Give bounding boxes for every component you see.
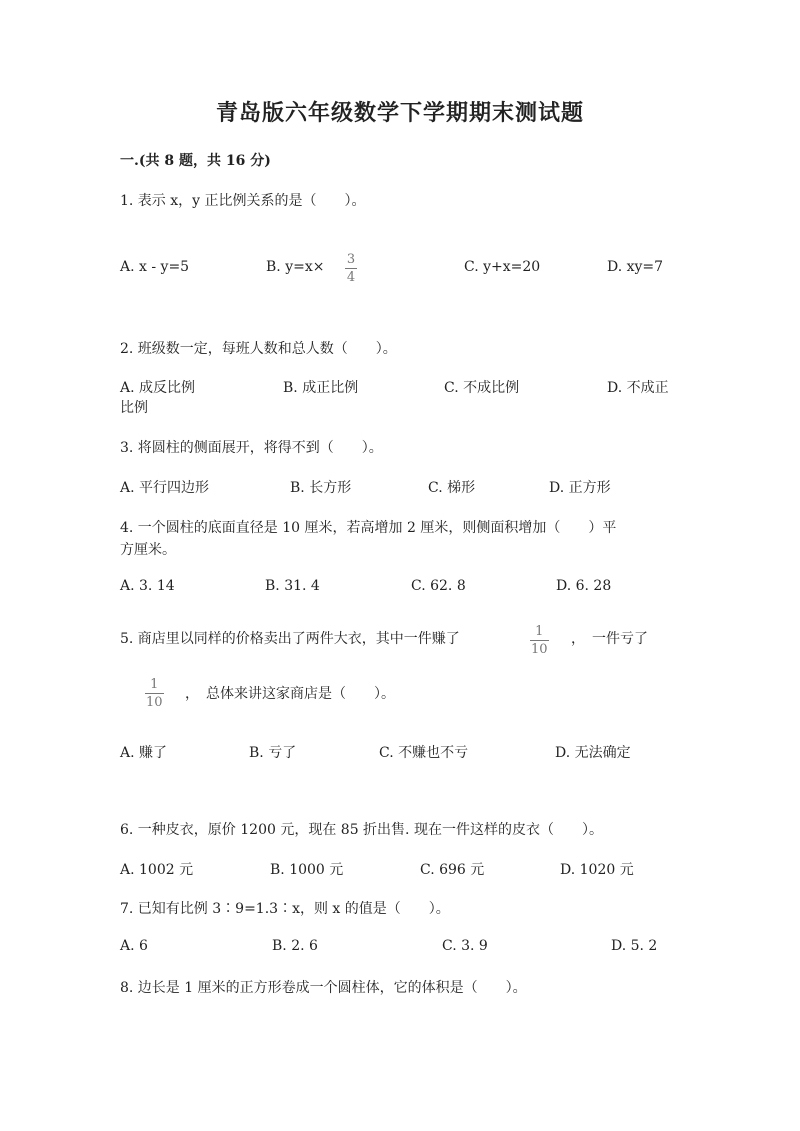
question-1-option-b[interactable]: B. y=x× xyxy=(266,259,325,275)
question-6-option-c[interactable]: C. 696 元 xyxy=(420,862,485,878)
question-2-stem: 2. 班级数一定，每班人数和总人数（ ）。 xyxy=(120,341,397,357)
question-5-option-c[interactable]: C. 不赚也不亏 xyxy=(379,745,469,761)
question-1-fraction xyxy=(345,252,357,285)
fraction-numerator: 1 xyxy=(535,624,544,639)
question-5-fraction-1 xyxy=(530,624,549,657)
question-5-option-d[interactable]: D. 无法确定 xyxy=(555,745,631,761)
fraction-bar xyxy=(145,693,164,694)
fraction-bar xyxy=(530,640,549,641)
question-5-stem-part2: ， 一件亏了 xyxy=(571,631,648,647)
question-7-option-b[interactable]: B. 2. 6 xyxy=(272,938,318,954)
question-1-stem: 1. 表示 x，y 正比例关系的是（ ）。 xyxy=(120,193,366,209)
question-3-stem: 3. 将圆柱的侧面展开，将得不到（ ）。 xyxy=(120,440,383,456)
fraction-numerator: 3 xyxy=(346,252,356,267)
section-heading: 一.(共 8 题，共 16 分) xyxy=(120,153,271,169)
question-3-option-b[interactable]: B. 长方形 xyxy=(290,480,352,496)
question-2-option-a[interactable]: A. 成反比例 xyxy=(120,380,196,396)
question-4-option-c[interactable]: C. 62. 8 xyxy=(411,578,466,594)
question-6-stem: 6. 一种皮衣，原价 1200 元，现在 85 折出售. 现在一件这样的皮衣（ ）。 xyxy=(120,822,603,838)
question-4-stem: 4. 一个圆柱的底面直径是 10 厘米，若高增加 2 厘米，则侧面积增加（ ）平 xyxy=(120,520,617,536)
question-5-option-a[interactable]: A. 赚了 xyxy=(120,745,168,761)
question-8-stem: 8. 边长是 1 厘米的正方形卷成一个圆柱体，它的体积是（ ）。 xyxy=(120,980,527,996)
question-6-option-b[interactable]: B. 1000 元 xyxy=(270,862,344,878)
question-6-option-d[interactable]: D. 1020 元 xyxy=(560,862,634,878)
question-7-stem: 7. 已知有比例 3∶9=1.3∶x，则 x 的值是（ ）。 xyxy=(120,901,450,917)
question-4-option-b[interactable]: B. 31. 4 xyxy=(265,578,320,594)
question-7-option-c[interactable]: C. 3. 9 xyxy=(442,938,488,954)
fraction-numerator: 1 xyxy=(150,677,159,692)
question-5-fraction-2 xyxy=(145,677,164,710)
question-3-option-a[interactable]: A. 平行四边形 xyxy=(120,480,210,496)
question-7-option-d[interactable]: D. 5. 2 xyxy=(611,938,658,954)
question-1-option-d[interactable]: D. xy=7 xyxy=(607,259,664,275)
question-3-option-c[interactable]: C. 梯形 xyxy=(428,480,476,496)
question-4-stem-wrap: 方厘米。 xyxy=(120,542,176,558)
question-2-option-b[interactable]: B. 成正比例 xyxy=(283,380,359,396)
question-5-stem-part3: ， 总体来讲这家商店是（ ）。 xyxy=(185,686,395,702)
question-1-option-a[interactable]: A. x - y=5 xyxy=(120,259,190,275)
question-7-option-a[interactable]: A. 6 xyxy=(120,938,148,954)
question-1-option-c[interactable]: C. y+x=20 xyxy=(464,259,541,275)
page-title: 青岛版六年级数学下学期期末测试题 xyxy=(215,100,584,126)
fraction-denominator: 10 xyxy=(531,642,548,657)
question-6-option-a[interactable]: A. 1002 元 xyxy=(120,862,194,878)
question-3-option-d[interactable]: D. 正方形 xyxy=(549,480,611,496)
question-5-option-b[interactable]: B. 亏了 xyxy=(249,745,297,761)
question-4-option-a[interactable]: A. 3. 14 xyxy=(120,578,175,594)
question-4-option-d[interactable]: D. 6. 28 xyxy=(556,578,612,594)
fraction-denominator: 4 xyxy=(346,270,356,285)
question-2-option-d-wrap: 比例 xyxy=(120,400,148,416)
question-2-option-d[interactable]: D. 不成正 xyxy=(607,380,669,396)
question-2-option-c[interactable]: C. 不成比例 xyxy=(444,380,520,396)
question-5-stem-part1: 5. 商店里以同样的价格卖出了两件大衣，其中一件赚了 xyxy=(120,631,460,647)
fraction-denominator: 10 xyxy=(146,695,163,710)
fraction-bar xyxy=(345,268,357,269)
